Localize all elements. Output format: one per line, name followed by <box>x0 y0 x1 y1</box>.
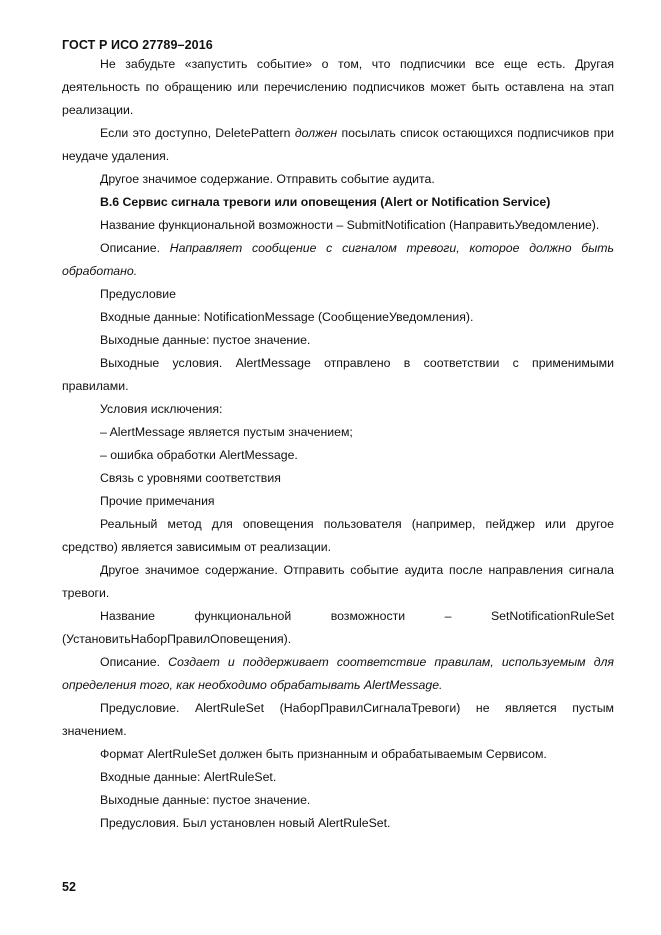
paragraph: Другое значимое содержание. Отправить событие аудита после направления сигнала тревоги. <box>62 563 614 600</box>
paragraph: Прочие примечания <box>100 494 215 508</box>
paragraph <box>62 651 614 697</box>
paragraph-text: Описание. <box>100 655 169 669</box>
page-number: 52 <box>62 880 76 894</box>
list-item: – AlertMessage является пустым значением; <box>100 425 353 439</box>
paragraph: Предусловие. AlertRuleSet (НаборПравилСигналаТревоги) не является пустым значением. <box>62 701 614 738</box>
paragraph-text: Если это доступно, DeletePattern <box>100 126 295 140</box>
paragraph: Предусловия. Был установлен новый AlertRuleSet. <box>100 816 391 830</box>
paragraph: Формат AlertRuleSet должен быть признанным и обрабатываемым Сервисом. <box>100 747 547 761</box>
paragraph: Выходные условия. AlertMessage отправлено в соответствии с применимыми правилами. <box>62 356 614 393</box>
paragraph: Входные данные: NotificationMessage (СообщениеУведомления). <box>100 310 474 324</box>
section-heading: B.6 Сервис сигнала тревоги или оповещения (Alert or Notification Service) <box>100 195 551 209</box>
paragraph <box>62 122 614 168</box>
paragraph: Другое значимое содержание. Отправить событие аудита. <box>100 172 435 186</box>
paragraph-text: Описание. <box>100 241 170 255</box>
paragraph: Выходные данные: пустое значение. <box>100 793 311 807</box>
paragraph: Условия исключения: <box>100 402 223 416</box>
paragraph: Не забудьте «запустить событие» о том, что подписчики все еще есть. Другая деятельность по обращению или перечислению подписчиков может быть оставлена на этап реализации. <box>62 57 614 117</box>
document-header: ГОСТ Р ИСО 27789–2016 <box>62 38 213 52</box>
paragraph <box>62 237 614 283</box>
paragraph: Реальный метод для оповещения пользователя (например, пейджер или другое средство) является зависимым от реализации. <box>62 517 614 554</box>
paragraph: Выходные данные: пустое значение. <box>100 333 311 347</box>
document-body <box>62 53 614 835</box>
paragraph: Предусловие <box>100 287 176 301</box>
list-item: – ошибка обработки AlertMessage. <box>100 448 298 462</box>
paragraph-emphasis: должен <box>294 126 338 140</box>
paragraph: Связь с уровнями соответствия <box>100 471 281 485</box>
paragraph: Название функциональной возможности – SubmitNotification (НаправитьУведомление). <box>100 218 600 232</box>
paragraph-emphasis: Создает и поддерживает соответствие правилам, используемым для определения того, как необходимо обрабатывать AlertMessage. <box>62 655 614 692</box>
paragraph-emphasis: Направляет сообщение с сигналом тревоги, которое должно быть обработано. <box>62 241 614 278</box>
paragraph: Входные данные: AlertRuleSet. <box>100 770 277 784</box>
paragraph-text: посылать список остающихся подписчиков при неудаче удаления. <box>62 126 614 163</box>
paragraph: Название функциональной возможности – SetNotificationRuleSet (УстановитьНаборПравилОповещения). <box>62 609 614 646</box>
